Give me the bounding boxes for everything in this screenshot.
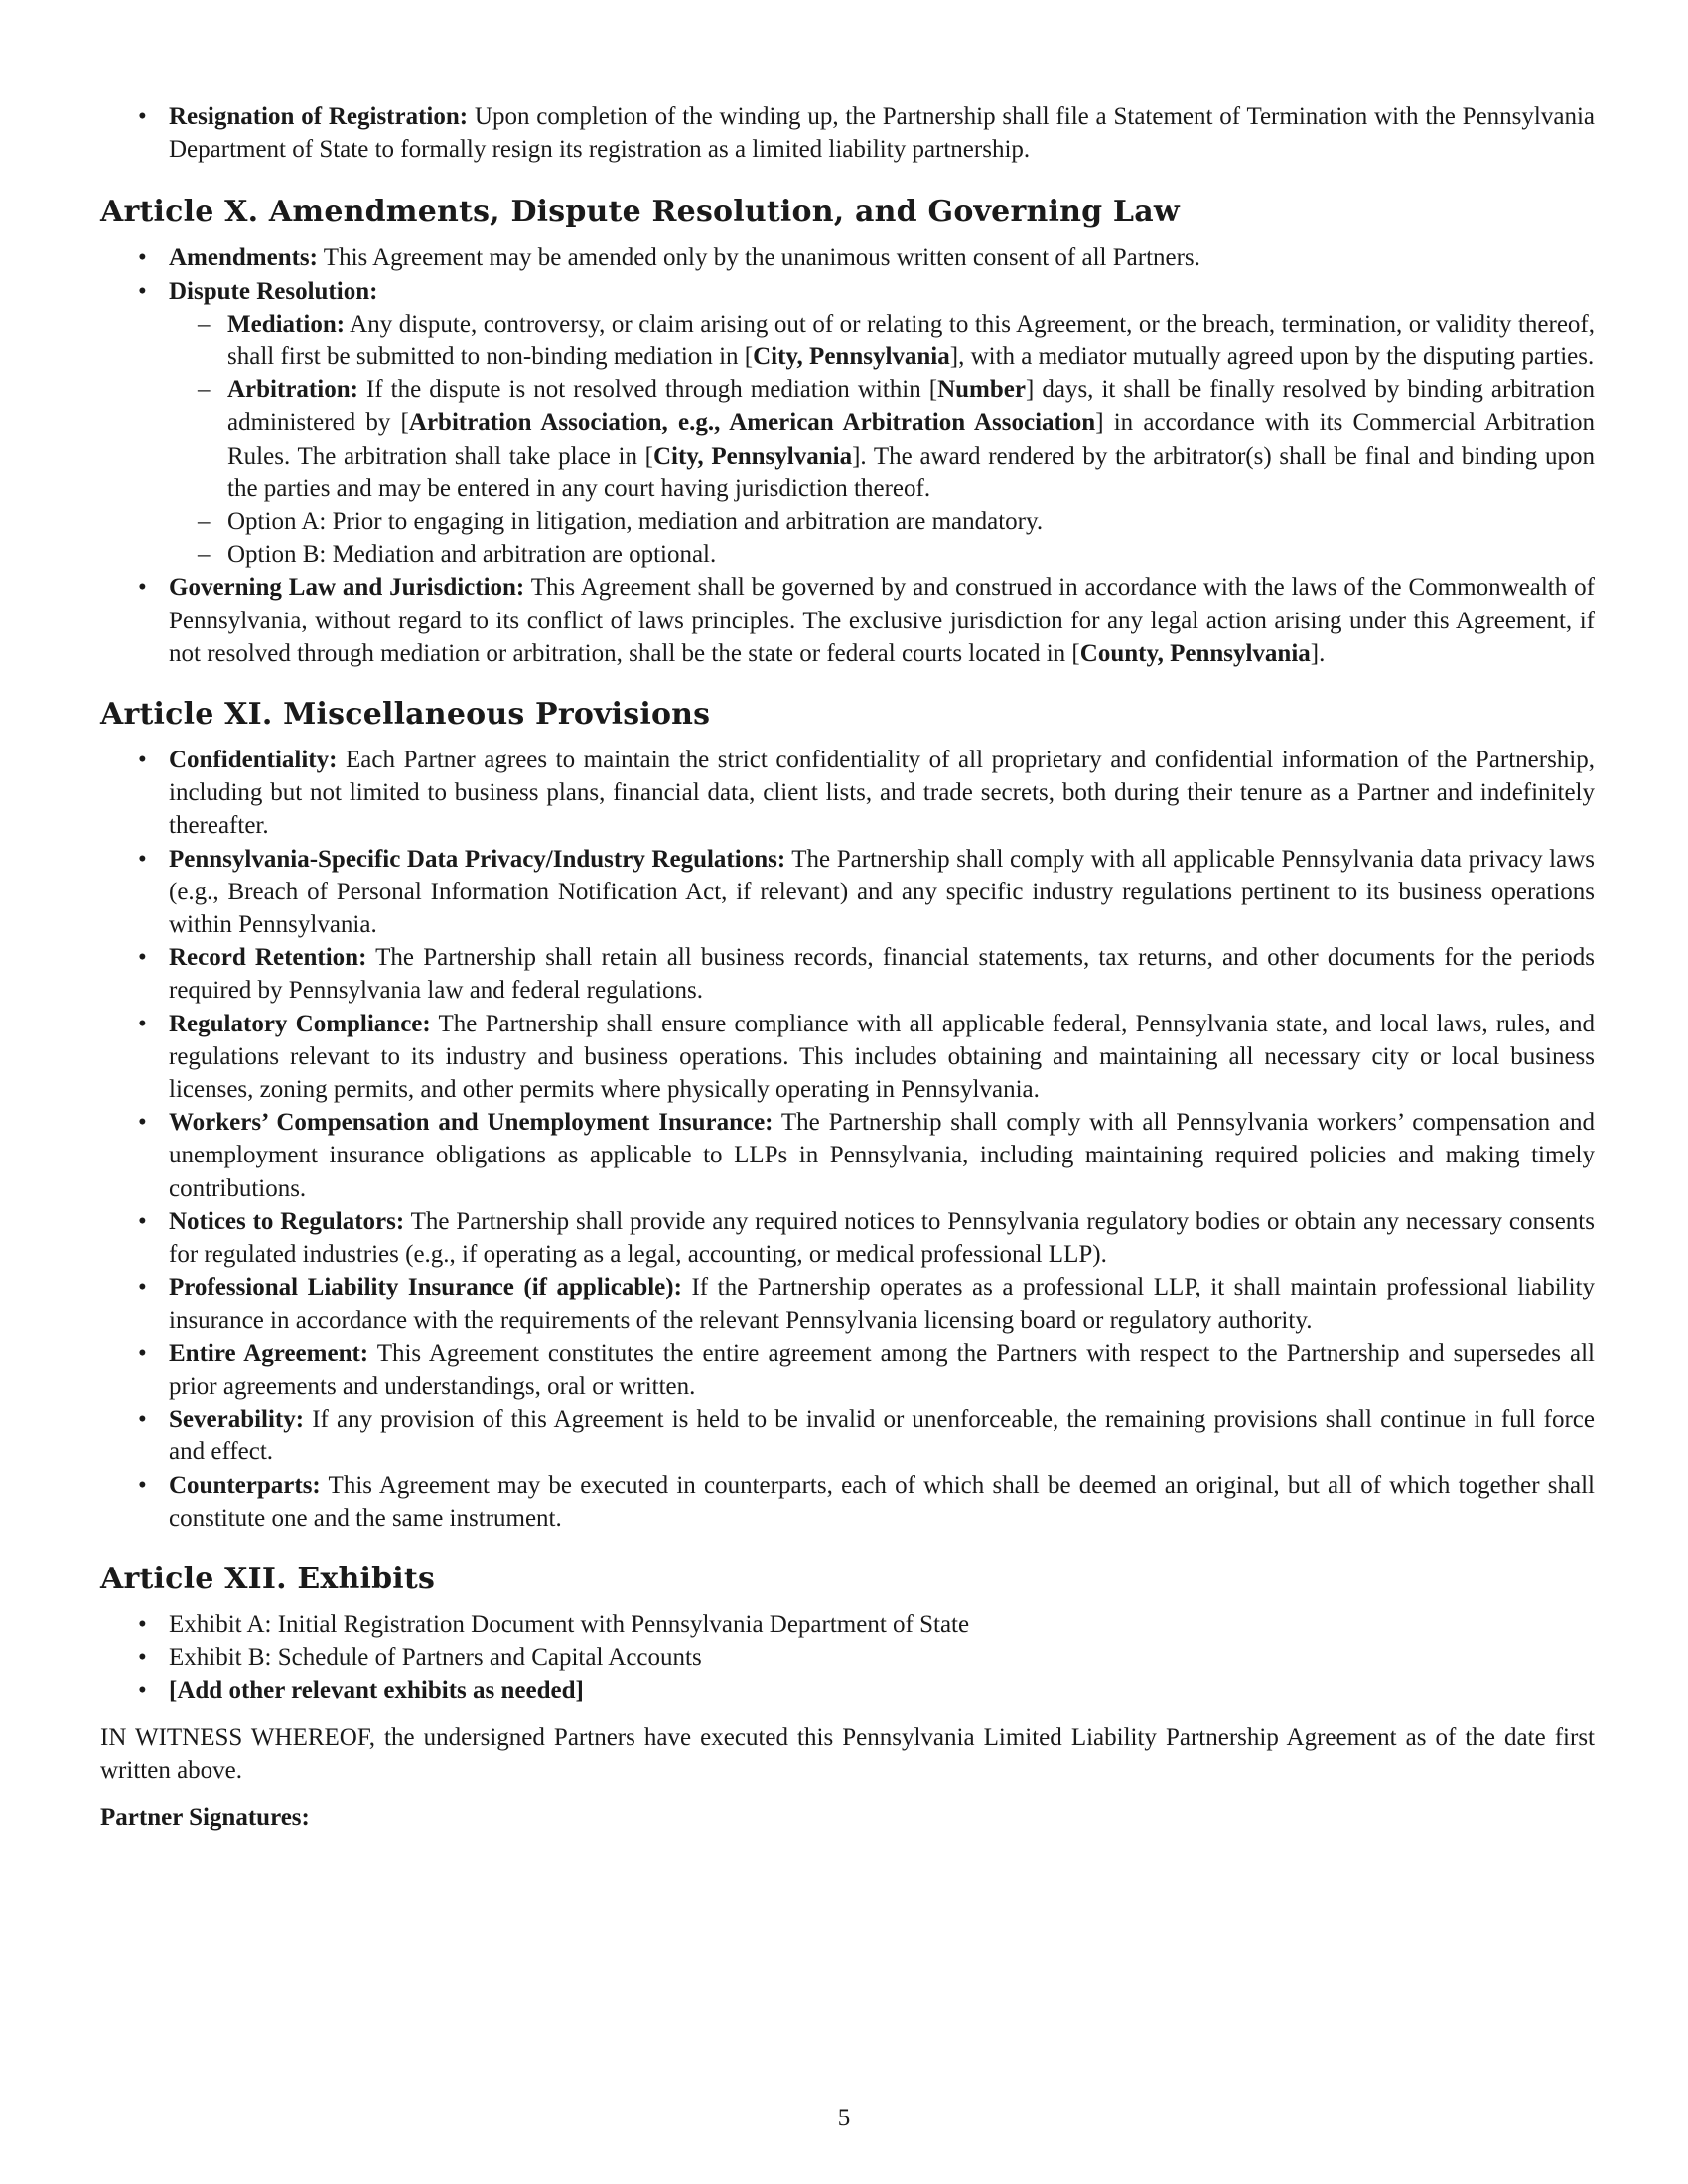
list-item xyxy=(100,1469,1595,1535)
item-text: If the Partnership operates as a professional LLP, it shall maintain professional liability insurance in accordance with the requirements of the relevant Pennsylvania licensing board or regulatory authority. xyxy=(169,1274,1595,1334)
list-item xyxy=(100,744,1595,843)
item-text: The Partnership shall retain all business records, financial statements, tax returns, and other documents for the periods required by Pennsylvania law and federal regulations. xyxy=(169,944,1595,1005)
list-item xyxy=(100,1205,1595,1271)
item-text: Each Partner agrees to maintain the strict confidentiality of all proprietary and confidential information of the Partnership, including but not limited to business plans, financial data, client lists, and trade secrets, both during their tenure as a Partner and indefinitely thereafter. xyxy=(169,747,1595,840)
item-label: Professional Liability Insurance (if applicable): xyxy=(169,1274,682,1301)
list-item xyxy=(100,1674,1595,1706)
item-text: This Agreement constitutes the entire agreement among the Partners with respect to the Partnership and supersedes all prior agreements and understandings, oral or written. xyxy=(169,1339,1596,1400)
list-item xyxy=(100,1271,1595,1336)
list-item xyxy=(100,571,1595,670)
item-label: Dispute Resolution: xyxy=(169,277,378,305)
article-xi-list xyxy=(100,744,1595,1535)
placeholder-text: Arbitration Association, e.g., American Arbitration Association xyxy=(408,409,1096,437)
list-item xyxy=(100,941,1595,1007)
item-label: Resignation of Registration: xyxy=(169,103,469,130)
list-item xyxy=(100,275,1595,572)
item-text: The Partnership shall ensure compliance with all applicable federal, Pennsylvania state, and local laws, rules, and regulations relevant to its industry and business operations. This includes obtaining and maintaining all necessary city or local business licenses, zoning permits, and other permits where physically operating in Pennsylvania. xyxy=(169,1010,1595,1104)
placeholder-text: Number xyxy=(937,376,1026,404)
list-item xyxy=(100,1608,1595,1641)
item-label: Confidentiality: xyxy=(169,747,338,774)
item-label: Arbitration: xyxy=(227,376,358,404)
list-item xyxy=(100,1641,1595,1674)
item-label: Regulatory Compliance: xyxy=(169,1010,431,1037)
bracket-open: [ xyxy=(169,1677,178,1705)
list-item xyxy=(100,1008,1595,1107)
placeholder-text: County, Pennsylvania xyxy=(1079,639,1311,667)
item-text: ], with a mediator mutually agreed upon by the disputing parties. xyxy=(949,343,1595,371)
item-label: Counterparts: xyxy=(169,1471,321,1499)
signatures-label: Partner Signatures: xyxy=(100,1803,310,1831)
list-item xyxy=(100,843,1595,942)
item-text: Upon completion of the winding up, the Partnership shall file a Statement of Termination with the Pennsylvania Department of State to formally resign its registration as a limited liability partnership. xyxy=(169,103,1595,164)
item-label: Amendments: xyxy=(169,244,318,272)
article-x-heading: Article X. Amendments, Dispute Resolution, and Governing Law xyxy=(100,195,1180,230)
item-label: Workers’ Compensation and Unemployment Insurance: xyxy=(169,1109,774,1137)
document-page xyxy=(100,94,1595,1834)
item-text: ]. The award rendered by the arbitrator(s) shall be final and binding upon the parties and may be entered in any court having jurisdiction thereof. xyxy=(227,442,1595,502)
list-item xyxy=(100,1337,1595,1403)
placeholder-text: City, Pennsylvania xyxy=(753,343,950,371)
sub-list-item xyxy=(169,505,1595,538)
page-number: 5 xyxy=(837,2105,851,2131)
exhibits-list xyxy=(100,1608,1595,1707)
item-label: Entire Agreement: xyxy=(169,1339,369,1367)
item-text: This Agreement may be amended only by the unanimous written consent of all Partners. xyxy=(318,244,1200,272)
item-text: Option A: Prior to engaging in litigation, mediation and arbitration are mandatory. xyxy=(227,508,1044,536)
bracket-close: ] xyxy=(575,1677,584,1705)
item-text: Exhibit B: Schedule of Partners and Capital Accounts xyxy=(169,1644,702,1672)
article-xi-heading: Article XI. Miscellaneous Provisions xyxy=(100,697,711,733)
winding-up-list xyxy=(100,100,1595,166)
item-text: If any provision of this Agreement is held to be invalid or unenforceable, the remaining provisions shall continue in full force and effect. xyxy=(169,1406,1595,1466)
item-text: This Agreement shall be governed by and construed in accordance with the laws of the Commonwealth of Pennsylvania, without regard to its conflict of laws principles. The exclusive jurisdiction for any legal action arising under this Agreement, if not resolved through mediation or arbitration, shall be the state or federal courts located in [ xyxy=(169,574,1595,667)
item-text: ] in accordance with its Commercial Arbitration Rules. The arbitration shall take place in [ xyxy=(227,409,1595,470)
item-text: The Partnership shall comply with all applicable Pennsylvania data privacy laws (e.g., Breach of Personal Information Notification Act, if relevant) and any specific industry regulations pertinent to its business operations within Pennsylvania. xyxy=(169,845,1595,939)
sub-list-item xyxy=(169,538,1595,571)
dispute-sublist xyxy=(169,308,1595,572)
placeholder-text: City, Pennsylvania xyxy=(652,442,853,470)
list-item xyxy=(100,100,1595,166)
item-label: Mediation: xyxy=(227,310,346,338)
item-label: Severability: xyxy=(169,1406,305,1433)
item-text: Any dispute, controversy, or claim arising out of or relating to this Agreement, or the breach, termination, or validity thereof, shall first be submitted to non-binding mediation in [ xyxy=(227,310,1595,371)
item-text: The Partnership shall provide any required notices to Pennsylvania regulatory bodies or obtain any necessary consents for regulated industries (e.g., if operating as a legal, accounting, or medical professional LLP). xyxy=(169,1207,1595,1269)
item-text: ] days, it shall be finally resolved by binding arbitration administered by [ xyxy=(227,376,1595,437)
item-text: Option B: Mediation and arbitration are optional. xyxy=(227,541,717,569)
item-label: Pennsylvania-Specific Data Privacy/Industry Regulations: xyxy=(169,845,786,873)
item-label: Notices to Regulators: xyxy=(169,1207,405,1235)
witness-paragraph: IN WITNESS WHEREOF, the undersigned Partners have executed this Pennsylvania Limited Liability Partnership Agreement as of the date first written above. xyxy=(100,1723,1595,1784)
item-text: If the dispute is not resolved through mediation within [ xyxy=(357,376,938,404)
item-label: Governing Law and Jurisdiction: xyxy=(169,574,525,602)
article-xii-heading: Article XII. Exhibits xyxy=(100,1561,436,1596)
sub-list-item xyxy=(169,373,1595,505)
item-text: This Agreement may be executed in counterparts, each of which shall be deemed an original, but all of which together shall constitute one and the same instrument. xyxy=(169,1471,1595,1532)
item-text: ]. xyxy=(1310,639,1326,667)
item-text: The Partnership shall comply with all Pennsylvania workers’ compensation and unemployment insurance obligations as applicable to LLPs in Pennsylvania, including maintaining required policies and making timely contributions. xyxy=(169,1109,1595,1202)
list-item xyxy=(100,1106,1595,1205)
list-item xyxy=(100,1403,1595,1468)
item-label: Record Retention: xyxy=(169,944,367,972)
list-item xyxy=(100,241,1595,274)
sub-list-item xyxy=(169,308,1595,373)
item-text: Exhibit A: Initial Registration Document with Pennsylvania Department of State xyxy=(169,1610,970,1638)
placeholder-text: Add other relevant exhibits as needed xyxy=(177,1677,576,1705)
article-x-list xyxy=(100,241,1595,670)
